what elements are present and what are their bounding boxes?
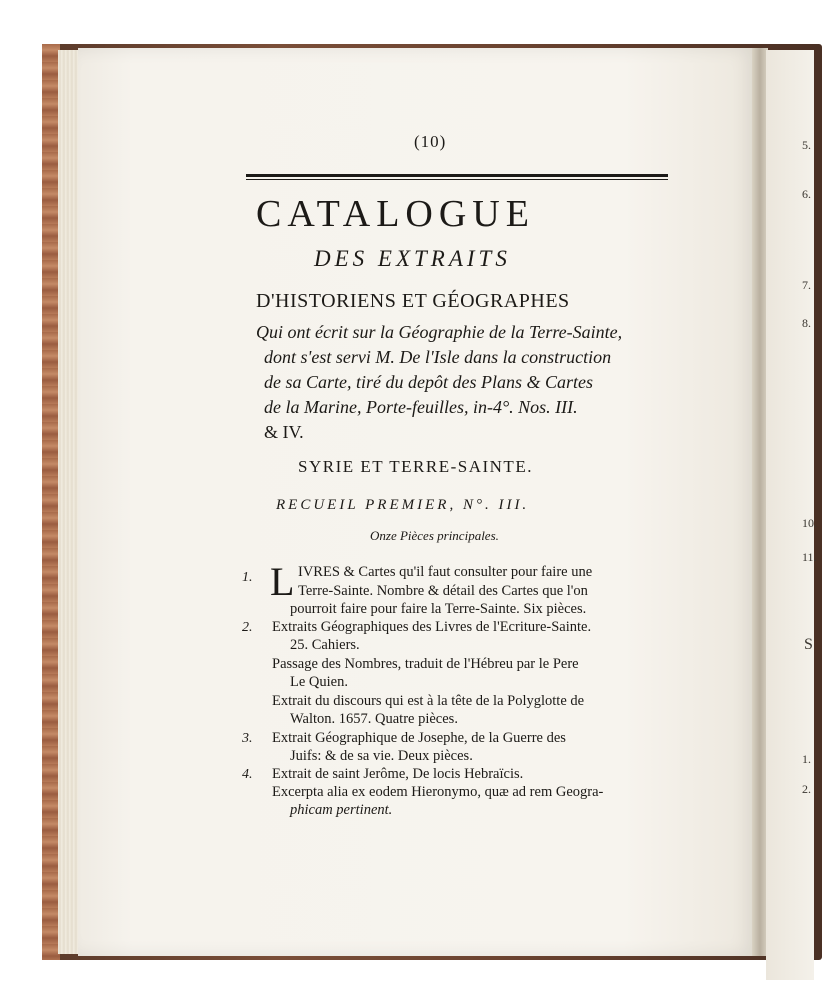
- item-line: Walton. 1657. Quatre pièces.: [290, 711, 458, 727]
- item-number: 3.: [242, 731, 253, 746]
- item-number: 1.: [242, 570, 253, 585]
- right-page-fragment: 10.: [802, 516, 817, 530]
- right-page-fragment: 1.: [802, 752, 811, 766]
- page-number: (10): [414, 132, 447, 151]
- item-line: Extrait du discours qui est à la tête de la Polyglotte de: [272, 693, 585, 709]
- right-page-fragment: 5.: [802, 138, 811, 152]
- item-line: pourroit faire pour faire la Terre-Sainte. Six pièces.: [290, 601, 587, 617]
- item-number: 4.: [242, 767, 253, 782]
- description-line: de la Marine, Porte-feuilles, in-4°. Nos. III.: [264, 397, 578, 417]
- right-page-fragment: 2.: [802, 782, 811, 796]
- description-line: & IV.: [264, 422, 304, 442]
- item-number: 2.: [242, 620, 253, 635]
- right-page-fragment: 7.: [802, 278, 811, 292]
- section-title: SYRIE ET TERRE-SAINTE.: [298, 457, 533, 476]
- item-line: Excerpta alia ex eodem Hieronymo, quæ ad rem Geogra-: [272, 784, 604, 800]
- right-page-fragment: 6.: [802, 187, 811, 201]
- drop-capital: L: [270, 559, 295, 604]
- right-page-fragment: 8.: [802, 316, 811, 330]
- item-line: Extraits Géographiques des Livres de l'Ecriture-Sainte.: [272, 619, 592, 635]
- page-subtitle: DES EXTRAITS: [314, 246, 511, 271]
- item-line: IVRES & Cartes qu'il faut consulter pour faire une: [298, 564, 593, 580]
- header-rule-thin: [246, 179, 668, 180]
- item-line: Le Quien.: [290, 674, 348, 690]
- item-line: Extrait Géographique de Josephe, de la Guerre des: [272, 730, 566, 746]
- header-rule: [246, 174, 668, 177]
- description-line: Qui ont écrit sur la Géographie de la Terre-Sainte,: [256, 322, 623, 342]
- item-line: Juifs: & de sa vie. Deux pièces.: [290, 748, 473, 764]
- right-page-fragment: S: [804, 636, 813, 653]
- recueil-subtitle: Onze Pièces principales.: [370, 528, 499, 543]
- item-line: Terre-Sainte. Nombre & détail des Cartes que l'on: [298, 583, 588, 599]
- right-page-fragment: 11.: [802, 550, 817, 564]
- page-heading: D'HISTORIENS ET GÉOGRAPHES: [256, 290, 570, 312]
- item-line: Passage des Nombres, traduit de l'Hébreu par le Pere: [272, 656, 579, 672]
- description-line: dont s'est servi M. De l'Isle dans la construction: [264, 347, 612, 367]
- item-line: 25. Cahiers.: [290, 637, 360, 653]
- description-line: de sa Carte, tiré du depôt des Plans & Cartes: [264, 372, 593, 392]
- recueil-title: RECUEIL PREMIER, N°. III.: [276, 497, 530, 513]
- page-title: CATALOGUE: [256, 193, 535, 235]
- item-line: Extrait de saint Jerôme, De locis Hebraïcis.: [272, 766, 524, 782]
- item-line: phicam pertinent.: [290, 802, 393, 818]
